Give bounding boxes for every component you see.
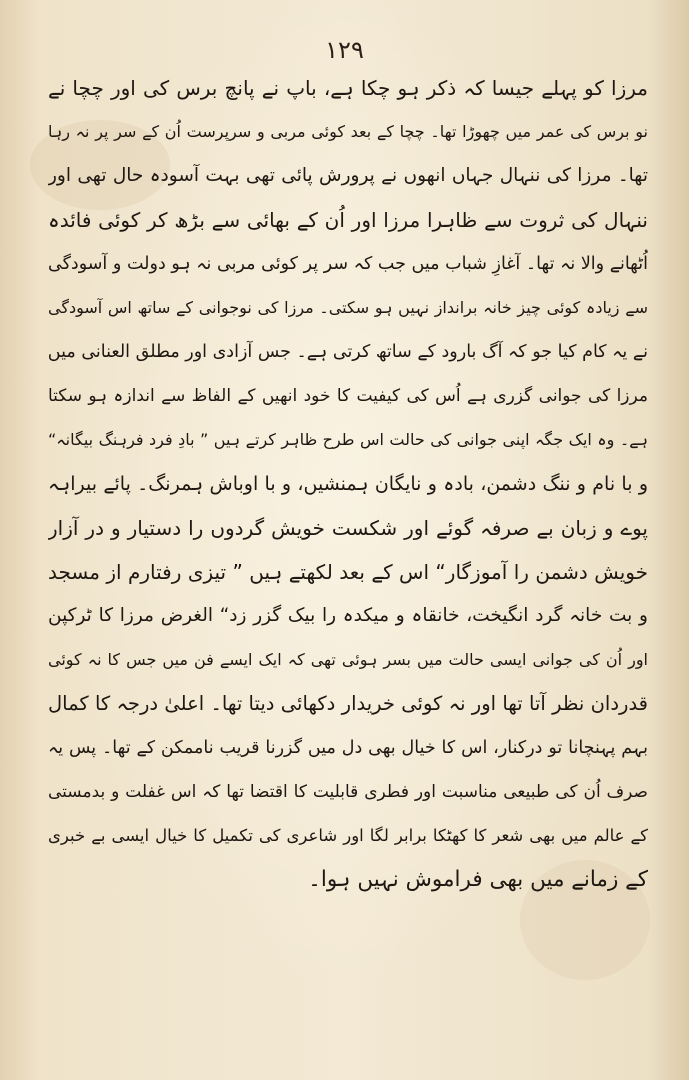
text-line: کے زمانے میں بھی فراموش نہیں ہوا۔ <box>308 867 648 892</box>
page-body-text <box>48 66 648 902</box>
text-line: سے زیادہ کوئی چیز خانہ برانداز نہیں ہو سکتی۔ مرزا کی نوجوانی کے ساتھ اس آسودگی <box>48 298 648 317</box>
text-line: پوے و زبان بے صرفہ گوئے اور شکست خویش گردوں را دستیار و در آزار <box>48 516 648 540</box>
page-number: ۱۲۹ <box>325 36 364 64</box>
text-line: تھا۔ مرزا کی ننہال جہاں انھوں نے پرورش پائی تھی بہت آسودہ حال تھی اور <box>48 165 648 186</box>
text-line: و بت خانہ گرد انگیخت، خانقاہ و میکدہ را بیک گزر زد“ الغرض مرزا کا ٹرکپن <box>48 605 648 626</box>
text-line: ننہال کی ثروت سے ظاہرا مرزا اور اُن کے بھائی سے بڑھ کر کوئی فائدہ <box>48 208 648 232</box>
text-line: مرزا کی جوانی گزری ہے اُس کی کیفیت کا خود انھیں کے الفاظ سے اندازہ ہو سکتا <box>48 386 648 406</box>
text-line: اُٹھانے والا نہ تھا۔ آغازِ شباب میں جب کہ سر پر کوئی مربی نہ ہو دولت و آسودگی <box>48 254 648 274</box>
text-line: کے عالم میں بھی شعر کا کھٹکا برابر لگا اور شاعری کی تکمیل کا خیال ایسی بے خبری <box>48 826 648 845</box>
text-line: ہے۔ وہ ایک جگہ اپنی جوانی کی حالت اس طرح ظاہر کرتے ہیں ” بادِ فرد فرہنگ بیگانہ“ <box>48 430 648 449</box>
text-line: نو برس کی عمر میں چھوڑا تھا۔ چچا کے بعد کوئی مربی و سرپرست اُن کے سر پر نہ رہا <box>48 122 648 141</box>
text-line: بہم پہنچانا تو درکنار، اس کا خیال بھی دل میں گزرنا قریب ناممکن کے تھا۔ پس یہ <box>48 738 648 758</box>
text-line: صرف اُن کی طبیعی مناسبت اور فطری قابلیت کا اقتضا تھا کہ اس غفلت و بدمستی <box>48 782 648 802</box>
text-line: مرزا کو پہلے جیسا کہ ذکر ہو چکا ہے، باپ نے پانچ برس کی اور چچا نے <box>48 76 648 100</box>
text-line: نے یہ کام کیا جو کہ آگ بارود کے ساتھ کرتی ہے۔ جس آزادی اور مطلق العنانی میں <box>48 342 648 362</box>
text-line: و با نام و ننگ دشمن، بادہ و نایگان ہمنشیں، و با اوباش ہمرنگ۔ پائے بیراہہ <box>48 473 648 495</box>
text-line: خویش دشمن را آموزگار“ اس کے بعد لکھتے ہیں ” تیزی رفتارم از مسجد <box>48 560 648 584</box>
text-line: اور اُن کی جوانی ایسی حالت میں بسر ہوئی تھی کہ ایک ایسے فن میں جس کا نہ کوئی <box>48 650 648 669</box>
text-line: قدردان نظر آتا تھا اور نہ کوئی خریدار دکھائی دیتا تھا۔ اعلیٰ درجہ کا کمال <box>48 692 648 715</box>
